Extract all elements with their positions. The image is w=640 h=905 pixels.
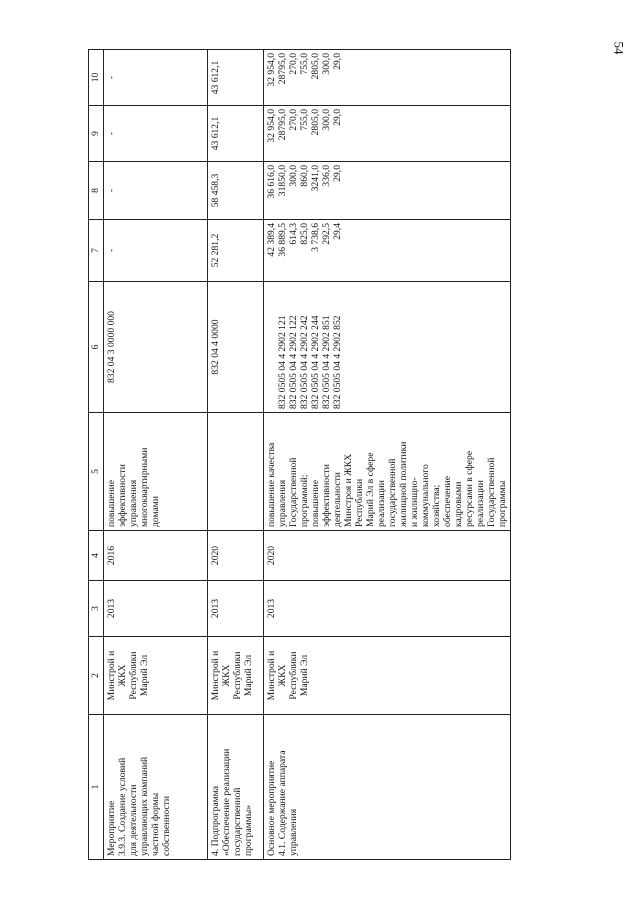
budget-code-cell bbox=[104, 282, 208, 413]
value-cell bbox=[104, 220, 208, 282]
budget-code: 832 04 4 0000 bbox=[210, 319, 221, 375]
value-cell bbox=[264, 106, 511, 162]
table-row bbox=[264, 50, 511, 860]
budget-code: 832 0505 04 4 2902 244 bbox=[310, 315, 321, 409]
value-cell bbox=[104, 50, 208, 106]
value: 43 612,1 bbox=[210, 116, 221, 151]
value-cell bbox=[208, 50, 264, 106]
budget-code: 832 0505 04 4 2902 122 bbox=[288, 315, 299, 409]
start-year-cell: 2013 bbox=[208, 581, 264, 637]
col-header-3: 3 bbox=[89, 581, 104, 637]
value: 36 889,5 bbox=[277, 223, 288, 257]
executor-cell: Минстрой и ЖКХ Республики Марий Эл bbox=[264, 637, 511, 715]
budget-code: 832 0505 04 4 2902 121 bbox=[277, 315, 288, 409]
executor-cell: Минстрой и ЖКХ Республики Марий Эл bbox=[104, 637, 208, 715]
table-row bbox=[208, 50, 264, 860]
col-header-7: 7 bbox=[89, 220, 104, 282]
value: - bbox=[106, 131, 117, 136]
start-year-cell: 2013 bbox=[264, 581, 511, 637]
col-header-8: 8 bbox=[89, 162, 104, 220]
col-header-2: 2 bbox=[89, 637, 104, 715]
value: 270,0 bbox=[288, 53, 299, 75]
activity-cell: Основное мероприятие 4.1. Содержание аппарата управления bbox=[264, 715, 511, 860]
col-header-4: 4 bbox=[89, 531, 104, 581]
value: 36 616,0 bbox=[266, 165, 277, 199]
table-row bbox=[104, 50, 208, 860]
value-cell bbox=[208, 162, 264, 220]
value-cell bbox=[104, 106, 208, 162]
budget-code: 832 0505 04 4 2902 242 bbox=[299, 315, 310, 409]
value: 43 612,1 bbox=[210, 60, 221, 95]
value: 42 389,4 bbox=[266, 223, 277, 257]
value-cell bbox=[264, 220, 511, 282]
value-cell bbox=[208, 106, 264, 162]
result-cell: повышение качества управления Государственной программой; повышение эффективности деятельности Минстроя и ЖКХ Республики Марий Эл в сфере реализации государственной жилищной политики и жилищно- коммунального хозяйства; обеспечение кадровыми ресурсами в сфере реализации Государственной программы bbox=[264, 413, 511, 531]
budget-code: 832 0505 04 4 2902 852 bbox=[332, 315, 343, 409]
result-cell bbox=[208, 413, 264, 531]
value: - bbox=[106, 188, 117, 193]
end-year-cell: 2020 bbox=[208, 531, 264, 581]
activity-cell: Мероприятие 3.9.3. Создание условий для деятельности управляющих компаний частной формы собственности bbox=[104, 715, 208, 860]
budget-code: 832 0505 04 4 2902 851 bbox=[321, 315, 332, 409]
value: 755,0 bbox=[299, 109, 310, 131]
budget-code bbox=[266, 285, 277, 409]
value: 2805,0 bbox=[310, 53, 321, 80]
value: 28795,0 bbox=[277, 53, 288, 85]
budget-code-cell bbox=[208, 282, 264, 413]
start-year-cell: 2013 bbox=[104, 581, 208, 637]
value: - bbox=[106, 75, 117, 80]
value: 29,0 bbox=[332, 53, 343, 70]
value: 29,0 bbox=[332, 109, 343, 126]
col-header-1: 1 bbox=[89, 715, 104, 860]
activity-cell: 4. Подпрограмма «Обеспечение реализации государственной программы» bbox=[208, 715, 264, 860]
col-header-10: 10 bbox=[89, 50, 104, 106]
end-year-cell: 2016 bbox=[104, 531, 208, 581]
value: - bbox=[106, 248, 117, 253]
budget-code: 832 04 3 0000 000 bbox=[106, 311, 117, 383]
rotated-table-page bbox=[88, 50, 633, 860]
value: 292,5 bbox=[321, 223, 332, 245]
budget-code-cell bbox=[264, 282, 511, 413]
col-header-9: 9 bbox=[89, 106, 104, 162]
value-cell bbox=[208, 220, 264, 282]
col-header-5: 5 bbox=[89, 413, 104, 531]
end-year-cell: 2020 bbox=[264, 531, 511, 581]
executor-cell: Минстрой и ЖКХ Республики Марий Эл bbox=[208, 637, 264, 715]
page-number: 54 bbox=[611, 41, 627, 55]
result-cell: повышение эффективности управления многоквартирными домами bbox=[104, 413, 208, 531]
value: 31850,0 bbox=[277, 165, 288, 197]
value: 52 281,2 bbox=[210, 233, 221, 268]
value: 300,0 bbox=[321, 109, 332, 131]
value: 755,0 bbox=[299, 53, 310, 75]
value: 32 954,0 bbox=[266, 109, 277, 143]
value: 270,0 bbox=[288, 109, 299, 131]
value: 300,0 bbox=[288, 165, 299, 187]
value: 3241,0 bbox=[310, 165, 321, 192]
value: 58 458,3 bbox=[210, 173, 221, 208]
value-cell bbox=[104, 162, 208, 220]
value: 336,0 bbox=[321, 165, 332, 187]
value: 300,0 bbox=[321, 53, 332, 75]
value-cell bbox=[264, 162, 511, 220]
value: 614,3 bbox=[288, 223, 299, 245]
value: 29,4 bbox=[332, 223, 343, 240]
value: 32 954,0 bbox=[266, 53, 277, 87]
col-header-6: 6 bbox=[89, 282, 104, 413]
program-table bbox=[88, 49, 511, 860]
value: 29,0 bbox=[332, 165, 343, 182]
value-cell bbox=[264, 50, 511, 106]
value: 28795,0 bbox=[277, 109, 288, 141]
value: 2805,0 bbox=[310, 109, 321, 136]
value: 860,0 bbox=[299, 165, 310, 187]
value: 3 738,6 bbox=[310, 223, 321, 252]
header-row bbox=[89, 50, 104, 860]
value: 825,0 bbox=[299, 223, 310, 245]
